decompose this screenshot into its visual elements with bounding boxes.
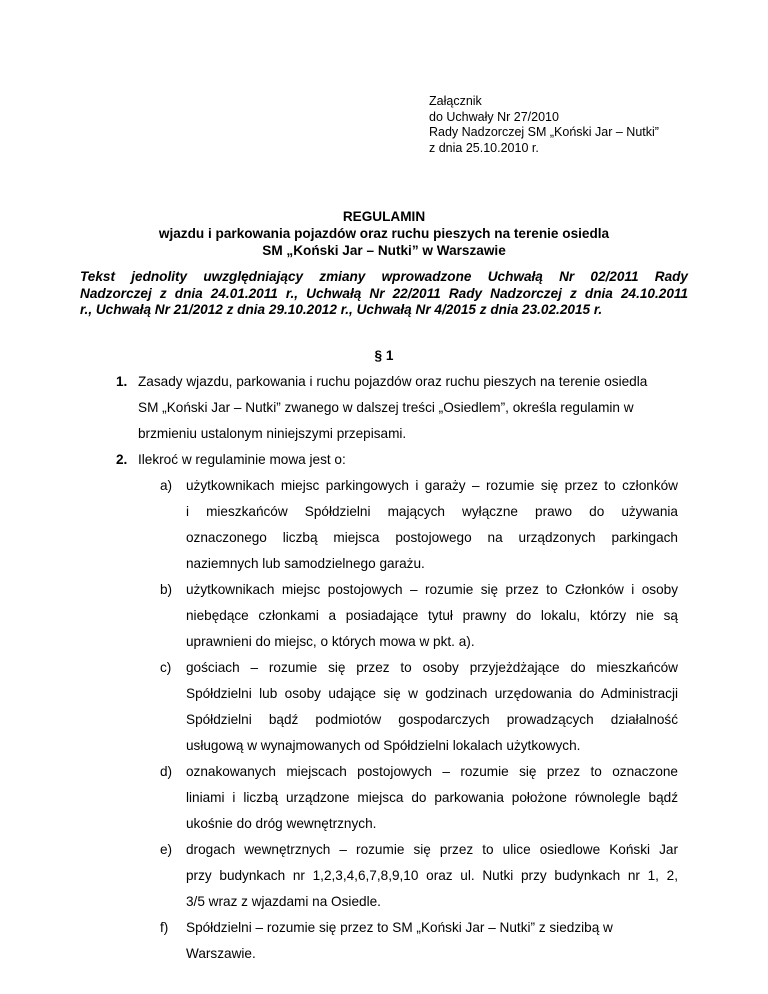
paragraph-line: Ilekroć w regulaminie mowa jest o: bbox=[138, 452, 346, 467]
title-heading: REGULAMIN bbox=[342, 209, 426, 224]
sub-item-line: oznakowanych miejscach postojowych – rozumie się przez to oznaczone bbox=[186, 764, 678, 779]
unified-line: Tekst jednolity uwzględniający zmiany wprowadzone Uchwałą Nr 02/2011 Rady bbox=[80, 269, 688, 284]
annex-line: do Uchwały Nr 27/2010 bbox=[429, 109, 559, 124]
sub-item-line: Warszawie. bbox=[186, 946, 256, 961]
sub-item-line: gościach – rozumie się przez to osoby przyjeżdżające do mieszkańców bbox=[186, 660, 678, 675]
title-line: SM „Koński Jar – Nutki” w Warszawie bbox=[262, 243, 506, 258]
sub-item-c bbox=[186, 655, 678, 759]
section-heading: § 1 bbox=[374, 348, 394, 363]
sub-item-a bbox=[186, 473, 678, 577]
sub-item-letter: b) bbox=[160, 582, 173, 597]
paragraph-1 bbox=[138, 369, 658, 447]
sub-item-line: ukośnie do dróg wewnętrznych. bbox=[186, 816, 377, 831]
sub-item-line: użytkownikach miejsc parkingowych i garaży – rozumie się przez to członków bbox=[186, 478, 678, 493]
sub-item-line: przy budynkach nr 1,2,3,4,6,7,8,9,10 oraz ul. Nutki przy budynkach nr 1, 2, bbox=[186, 868, 678, 883]
sub-item-line: naziemnych lub samodzielnego garażu. bbox=[186, 556, 425, 571]
sub-item-letter: c) bbox=[160, 660, 172, 675]
sub-item-letter: e) bbox=[160, 842, 173, 857]
item-number: 1. bbox=[116, 374, 128, 389]
annex-block bbox=[429, 94, 659, 156]
item-number: 2. bbox=[116, 452, 128, 467]
sub-item-line: uprawnieni do miejsc, o których mowa w pkt. a). bbox=[186, 634, 475, 649]
sub-item-line: Spółdzielni – rozumie się przez to SM „Koński Jar – Nutki” z siedzibą w bbox=[186, 920, 613, 935]
sub-item-line: użytkownikach miejsc postojowych – rozumie się przez to Członków i osoby bbox=[186, 582, 678, 597]
sub-item-e bbox=[186, 837, 678, 915]
paragraph-2 bbox=[138, 447, 346, 473]
annex-line: z dnia 25.10.2010 r. bbox=[429, 140, 539, 155]
sub-item-letter: d) bbox=[160, 764, 173, 779]
document-title bbox=[0, 208, 768, 259]
sub-item-line: Spółdzielni lub osoby udające się w godzinach urzędowania do Administracji bbox=[186, 686, 678, 701]
sub-item-line: oznaczonego liczbą miejsca postojowego na urządzonych parkingach bbox=[186, 530, 678, 545]
sub-item-line: i mieszkańców Spółdzielni mających wyłączne prawo do używania bbox=[186, 504, 678, 519]
sub-item-line: usługową w wynajmowanych od Spółdzielni lokalach użytkowych. bbox=[186, 738, 581, 753]
unified-line: r., Uchwałą Nr 21/2012 z dnia 29.10.2012 r., Uchwałą Nr 4/2015 z dnia 23.02.2015 r. bbox=[80, 302, 603, 317]
annex-line: Załącznik bbox=[429, 94, 482, 108]
sub-item-line: Spółdzielni bądź podmiotów gospodarczych prowadzących działalność bbox=[186, 712, 678, 727]
paragraph-line: SM „Koński Jar – Nutki” zwanego w dalszej treści „Osiedlem”, określa regulamin w bbox=[138, 400, 634, 415]
annex-line: Rady Nadzorczej SM „Koński Jar – Nutki” bbox=[429, 125, 659, 139]
sub-item-line: 3/5 wraz z wjazdami na Osiedle. bbox=[186, 894, 381, 909]
unified-text-note bbox=[80, 269, 688, 319]
sub-item-letter: a) bbox=[160, 478, 173, 493]
paragraph-line: Zasady wjazdu, parkowania i ruchu pojazdów oraz ruchu pieszych na terenie osiedla bbox=[138, 374, 648, 389]
sub-item-line: drogach wewnętrznych – rozumie się przez to ulice osiedlowe Koński Jar bbox=[186, 842, 678, 857]
sub-item-line: liniami i liczbą urządzone miejsca do parkowania położone równolegle bądź bbox=[186, 790, 678, 805]
paragraph-line: brzmieniu ustalonym niniejszymi przepisami. bbox=[138, 426, 407, 441]
sub-item-f bbox=[186, 915, 678, 967]
unified-line: Nadzorczej z dnia 24.01.2011 r., Uchwałą Nr 22/2011 Rady Nadzorczej z dnia 24.10.2011 bbox=[80, 285, 688, 301]
sub-item-d bbox=[186, 759, 678, 837]
sub-item-letter: f) bbox=[160, 920, 169, 935]
sub-item-line: niebędące członkami a posiadające tytuł prawny do lokalu, którzy nie są bbox=[186, 608, 678, 623]
title-line: wjazdu i parkowania pojazdów oraz ruchu pieszych na terenie osiedla bbox=[158, 226, 610, 241]
sub-item-b bbox=[186, 577, 678, 655]
